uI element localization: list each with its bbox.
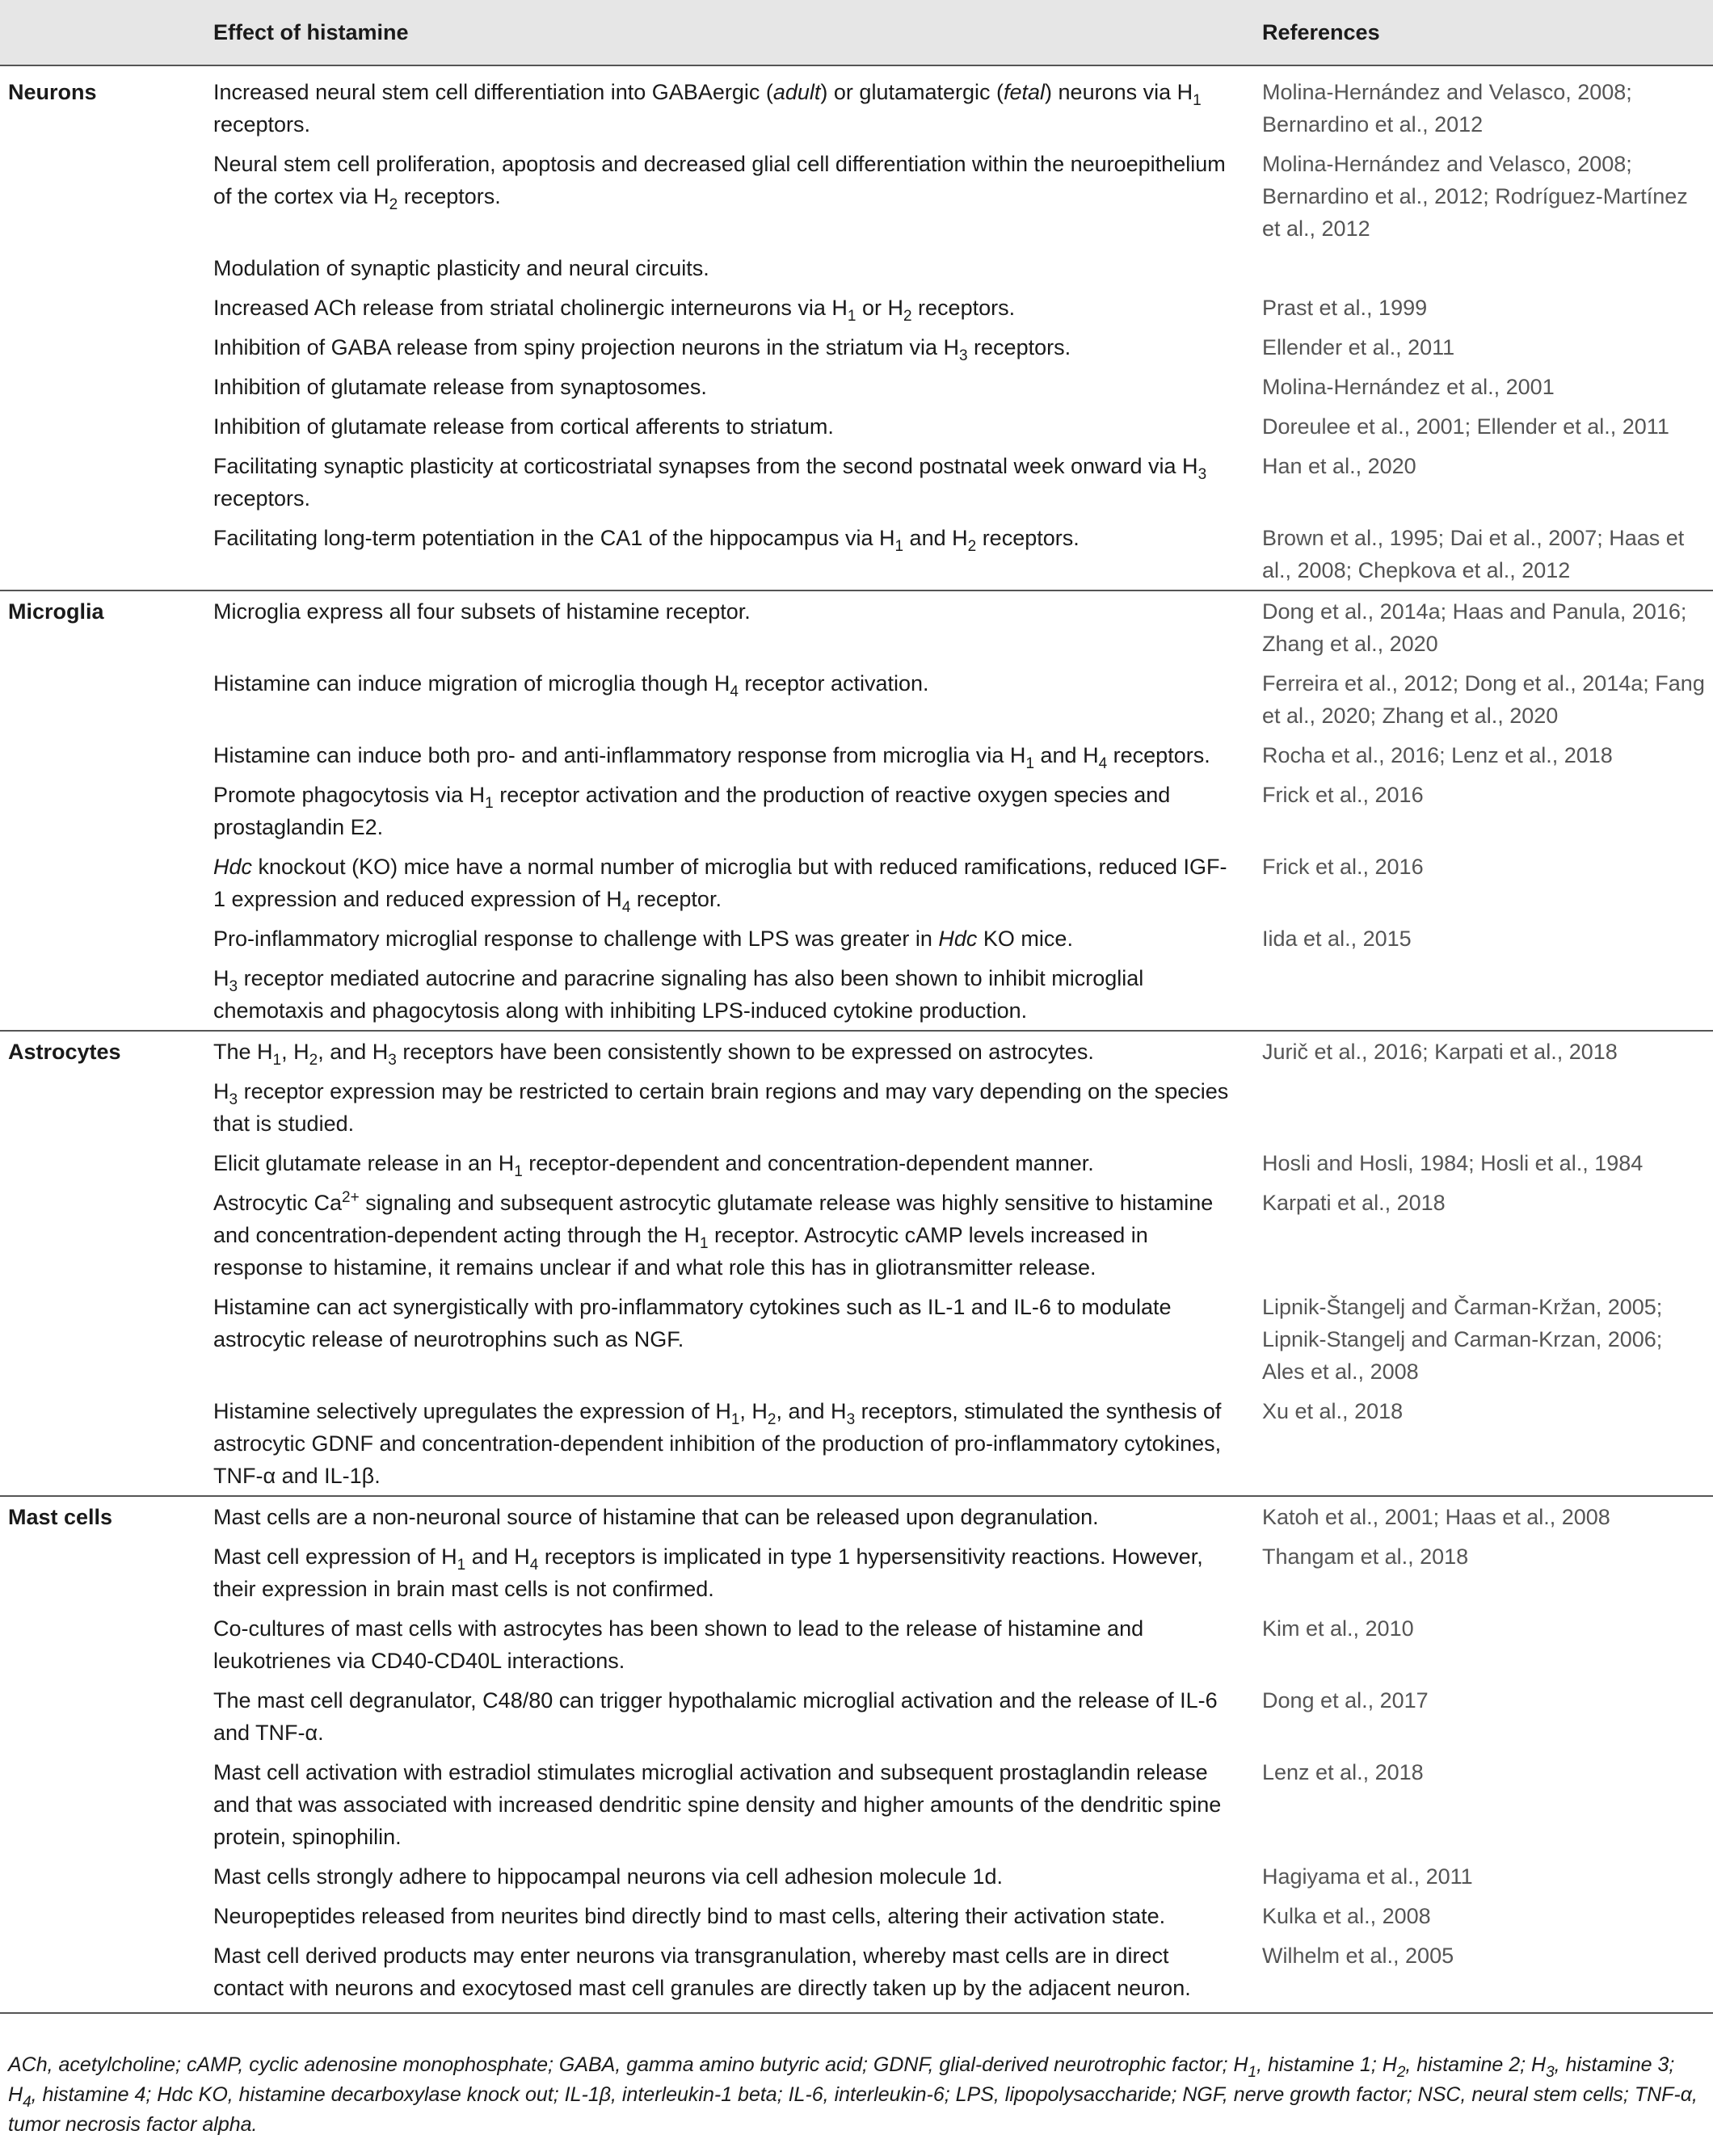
cell-type-label: Mast cells bbox=[0, 1496, 200, 1536]
cell-type-label bbox=[0, 367, 200, 406]
table-row bbox=[0, 406, 1713, 446]
table-row bbox=[0, 518, 1713, 590]
effect-cell: Facilitating synaptic plasticity at corticostriatal synapses from the second postnatal week onward via $H_3$ receptors. bbox=[213, 454, 1207, 511]
reference-cell: Jurič et al., 2016; Karpati et al., 2018 bbox=[1262, 1031, 1713, 1071]
cell-type-label bbox=[0, 958, 200, 1031]
effect-cell: Neural stem cell proliferation, apoptosis and decreased glial cell differentiation within the neuroepithelium of the cortex via $H_2$ receptors. bbox=[213, 152, 1226, 213]
reference-cell: Ellender et al., 2011 bbox=[1262, 335, 1455, 359]
reference-cell: Molina-Hernández and Velasco, 2008; Bernardino et al., 2012 bbox=[1262, 65, 1713, 144]
effect-cell: Increased neural stem cell differentiation into GABAergic (adult) or glutamatergic (fetal) neurons via $H_1$ receptors. bbox=[200, 65, 1262, 144]
cell-type-label bbox=[0, 1071, 200, 1143]
effect-cell: $H_3$ receptor mediated autocrine and paracrine signaling has also been shown to inhibit microglial chemotaxis and phagocytosis along with inhibiting LPS-induced cytokine production. bbox=[213, 966, 1144, 1023]
table-row bbox=[0, 775, 1713, 847]
table-row bbox=[0, 847, 1713, 918]
effect-cell: Histamine can act synergistically with pro-inflammatory cytokines such as IL-1 and IL-6 to modulate astrocytic release of neurotrophins such as NGF. bbox=[213, 1295, 1172, 1351]
effect-cell: Histamine can induce migration of microglia though $H_4$ receptor activation. bbox=[213, 671, 929, 700]
effect-cell: Microglia express all four subsets of histamine receptor. bbox=[200, 590, 1262, 663]
reference-cell: Doreulee et al., 2001; Ellender et al., 2011 bbox=[1262, 414, 1669, 439]
effect-cell: Pro-inflammatory microglial response to challenge with LPS was greater in Hdc KO mice. bbox=[213, 927, 1073, 951]
reference-cell: Ferreira et al., 2012; Dong et al., 2014a; Fang et al., 2020; Zhang et al., 2020 bbox=[1262, 671, 1705, 728]
effect-cell: Facilitating long-term potentiation in the CA1 of the hippocampus via $H_1$ and $H_2$ receptors. bbox=[213, 526, 1080, 555]
reference-cell: Hagiyama et al., 2011 bbox=[1262, 1864, 1473, 1889]
effect-cell: Hdc knockout (KO) mice have a normal number of microglia but with reduced ramifications, reduced IGF-1 expression and reduced expression of $H_4$ receptor. bbox=[213, 855, 1227, 916]
reference-cell: Xu et al., 2018 bbox=[1262, 1399, 1404, 1423]
reference-cell bbox=[1262, 1071, 1713, 1143]
cell-type-label bbox=[0, 1856, 200, 1896]
reference-cell: Molina-Hernández and Velasco, 2008; Bernardino et al., 2012; Rodríguez-Martínez et al., 2012 bbox=[1262, 152, 1688, 241]
header-cell-effect: Effect of histamine bbox=[200, 0, 1262, 65]
table-row bbox=[0, 958, 1713, 1031]
reference-cell: Lipnik-Štangelj and Čarman-Kržan, 2005; Lipnik-Stangelj and Carman-Krzan, 2006; Ales et al., 2008 bbox=[1262, 1295, 1663, 1384]
effect-cell: Inhibition of glutamate release from cortical afferents to striatum. bbox=[213, 414, 834, 439]
effect-cell: Mast cells strongly adhere to hippocampal neurons via cell adhesion molecule 1d. bbox=[213, 1864, 1004, 1889]
reference-cell: Frick et al., 2016 bbox=[1262, 783, 1424, 807]
cell-type-label bbox=[0, 1608, 200, 1680]
reference-cell: Hosli and Hosli, 1984; Hosli et al., 1984 bbox=[1262, 1151, 1644, 1175]
reference-cell: Wilhelm et al., 2005 bbox=[1262, 1935, 1713, 2013]
table-row bbox=[0, 367, 1713, 406]
table-body bbox=[0, 65, 1713, 2013]
cell-type-label bbox=[0, 847, 200, 918]
reference-cell: Molina-Hernández et al., 2001 bbox=[1262, 375, 1555, 399]
effect-cell: Astrocytic $Ca^{2+}$ signaling and subsequent astrocytic glutamate release was highly sensitive to histamine and concentration-dependent acting through the $H_1$ receptor. Astrocytic cAMP levels increased in response to histamine, it remains unclear if and what role this has in gliotransmitter release. bbox=[213, 1189, 1214, 1280]
cell-type-label: Neurons bbox=[0, 65, 200, 144]
effect-cell: $H_3$ receptor expression may be restricted to certain brain regions and may vary depending on the species that is studied. bbox=[213, 1079, 1229, 1136]
reference-cell: Iida et al., 2015 bbox=[1262, 927, 1412, 951]
table-row bbox=[0, 1896, 1713, 1935]
cell-type-label bbox=[0, 918, 200, 958]
cell-type-label: Microglia bbox=[0, 590, 200, 663]
reference-cell: Lenz et al., 2018 bbox=[1262, 1760, 1424, 1784]
cell-type-label bbox=[0, 735, 200, 775]
cell-type-label bbox=[0, 1896, 200, 1935]
effect-cell: Neuropeptides released from neurites bind directly bind to mast cells, altering their activation state. bbox=[213, 1904, 1166, 1928]
reference-cell: Katoh et al., 2001; Haas et al., 2008 bbox=[1262, 1496, 1713, 1536]
reference-cell: Brown et al., 1995; Dai et al., 2007; Haas et al., 2008; Chepkova et al., 2012 bbox=[1262, 526, 1685, 582]
cell-type-label bbox=[0, 775, 200, 847]
table-row bbox=[0, 1071, 1713, 1143]
cell-type-label bbox=[0, 248, 200, 288]
effect-cell: Mast cell activation with estradiol stimulates microglial activation and subsequent prostaglandin release and that was associated with increased dendritic spine density and higher amounts of the dendritic spine protein, spinophilin. bbox=[213, 1760, 1222, 1849]
table-footnote: ACh, acetylcholine; cAMP, cyclic adenosine monophosphate; GABA, gamma amino butyric acid; GDNF, glial-derived neurotrophic factor; $H_1$, histamine 1; $H_2$, histamine 2; $H_3$, histamine 3; $H_4$, histamine 4; Hdc KO, histamine decarboxylase knock out; IL-1β, interleukin-1 beta; IL-6, interleukin-6; LPS, lipopolysaccharide; NGF, nerve growth factor; NSC, neural stem cells; TNF-α, tumor necrosis factor alpha. bbox=[8, 2053, 1698, 2136]
reference-cell: Rocha et al., 2016; Lenz et al., 2018 bbox=[1262, 743, 1613, 767]
cell-type-label bbox=[0, 1536, 200, 1608]
table-row bbox=[0, 1608, 1713, 1680]
table-row bbox=[0, 65, 1713, 144]
effect-cell: Increased ACh release from striatal cholinergic interneurons via $H_1$ or $H_2$ receptors. bbox=[213, 296, 1016, 325]
table-row bbox=[0, 1680, 1713, 1752]
reference-cell bbox=[1262, 958, 1713, 1031]
effect-cell: Inhibition of glutamate release from synaptosomes. bbox=[213, 375, 707, 399]
cell-type-label bbox=[0, 1287, 200, 1391]
reference-cell: Dong et al., 2017 bbox=[1262, 1688, 1429, 1713]
table-row bbox=[0, 1031, 1713, 1071]
effect-cell: Mast cells are a non-neuronal source of histamine that can be released upon degranulation. bbox=[200, 1496, 1262, 1536]
table-row bbox=[0, 446, 1713, 518]
reference-cell: Prast et al., 1999 bbox=[1262, 296, 1428, 320]
table-row bbox=[0, 1183, 1713, 1287]
reference-cell: Dong et al., 2014a; Haas and Panula, 2016; Zhang et al., 2020 bbox=[1262, 590, 1713, 663]
table-row bbox=[0, 1752, 1713, 1856]
cell-type-label bbox=[0, 1935, 200, 2013]
table-row bbox=[0, 663, 1713, 735]
cell-type-label: Astrocytes bbox=[0, 1031, 200, 1071]
table-row bbox=[0, 1536, 1713, 1608]
effect-cell: The mast cell degranulator, C48/80 can trigger hypothalamic microglial activation and the release of IL-6 and TNF-α. bbox=[213, 1688, 1218, 1745]
table-row bbox=[0, 288, 1713, 327]
header-cell-references: References bbox=[1262, 0, 1713, 65]
cell-type-label bbox=[0, 663, 200, 735]
table-row bbox=[0, 918, 1713, 958]
cell-type-label bbox=[0, 1680, 200, 1752]
effect-cell: Inhibition of GABA release from spiny projection neurons in the striatum via $H_3$ receptors. bbox=[213, 335, 1071, 364]
effect-cell: Histamine can induce both pro- and anti-inflammatory response from microglia via $H_1$ and $H_4$ receptors. bbox=[213, 743, 1210, 772]
cell-type-label bbox=[0, 1391, 200, 1496]
effect-cell: Histamine selectively upregulates the expression of $H_1$, $H_2$, and $H_3$ receptors, stimulated the synthesis of astrocytic GDNF and concentration-dependent inhibition of the production of pro-inflammatory cytokines, TNF-α and IL-1β. bbox=[213, 1399, 1222, 1488]
table-row bbox=[0, 1856, 1713, 1896]
effect-cell: Mast cell derived products may enter neurons via transgranulation, whereby mast cells are in direct contact with neurons and exocytosed mast cell granules are directly taken up by the adjacent neuron. bbox=[200, 1935, 1262, 2013]
reference-cell: Han et al., 2020 bbox=[1262, 454, 1416, 478]
table-row bbox=[0, 1287, 1713, 1391]
reference-cell: Kulka et al., 2008 bbox=[1262, 1904, 1431, 1928]
cell-type-label bbox=[0, 1143, 200, 1183]
table-row bbox=[0, 1143, 1713, 1183]
table-row bbox=[0, 590, 1713, 663]
table-row bbox=[0, 1496, 1713, 1536]
cell-type-label bbox=[0, 288, 200, 327]
table-row bbox=[0, 327, 1713, 367]
cell-type-label bbox=[0, 518, 200, 590]
cell-type-label bbox=[0, 1752, 200, 1856]
header-cell-cell-type bbox=[0, 0, 200, 65]
reference-cell: Thangam et al., 2018 bbox=[1262, 1545, 1469, 1569]
reference-cell: Kim et al., 2010 bbox=[1262, 1616, 1414, 1641]
reference-cell: Karpati et al., 2018 bbox=[1262, 1191, 1446, 1215]
table-header bbox=[0, 0, 1713, 65]
effect-cell: The $H_1$, $H_2$, and $H_3$ receptors have been consistently shown to be expressed on astrocytes. bbox=[200, 1031, 1262, 1071]
table-row bbox=[0, 248, 1713, 288]
cell-type-label bbox=[0, 446, 200, 518]
cell-type-label bbox=[0, 327, 200, 367]
effect-cell: Elicit glutamate release in an $H_1$ receptor-dependent and concentration-dependent manner. bbox=[213, 1151, 1094, 1180]
effect-cell: Modulation of synaptic plasticity and neural circuits. bbox=[213, 256, 709, 280]
table-row bbox=[0, 735, 1713, 775]
effect-cell: Mast cell expression of $H_1$ and $H_4$ receptors is implicated in type 1 hypersensitivity reactions. However, their expression in brain mast cells is not confirmed. bbox=[213, 1545, 1203, 1601]
reference-cell: Frick et al., 2016 bbox=[1262, 855, 1424, 879]
effect-cell: Co-cultures of mast cells with astrocytes has been shown to lead to the release of histamine and leukotrienes via CD40-CD40L interactions. bbox=[213, 1616, 1144, 1673]
cell-type-label bbox=[0, 1183, 200, 1287]
table-row bbox=[0, 1391, 1713, 1496]
table-row bbox=[0, 144, 1713, 248]
reference-cell bbox=[1262, 248, 1713, 288]
cell-type-label bbox=[0, 406, 200, 446]
cell-type-label bbox=[0, 144, 200, 248]
effect-cell: Promote phagocytosis via $H_1$ receptor activation and the production of reactive oxygen species and prostaglandin E2. bbox=[213, 783, 1171, 839]
table-row bbox=[0, 1935, 1713, 2013]
